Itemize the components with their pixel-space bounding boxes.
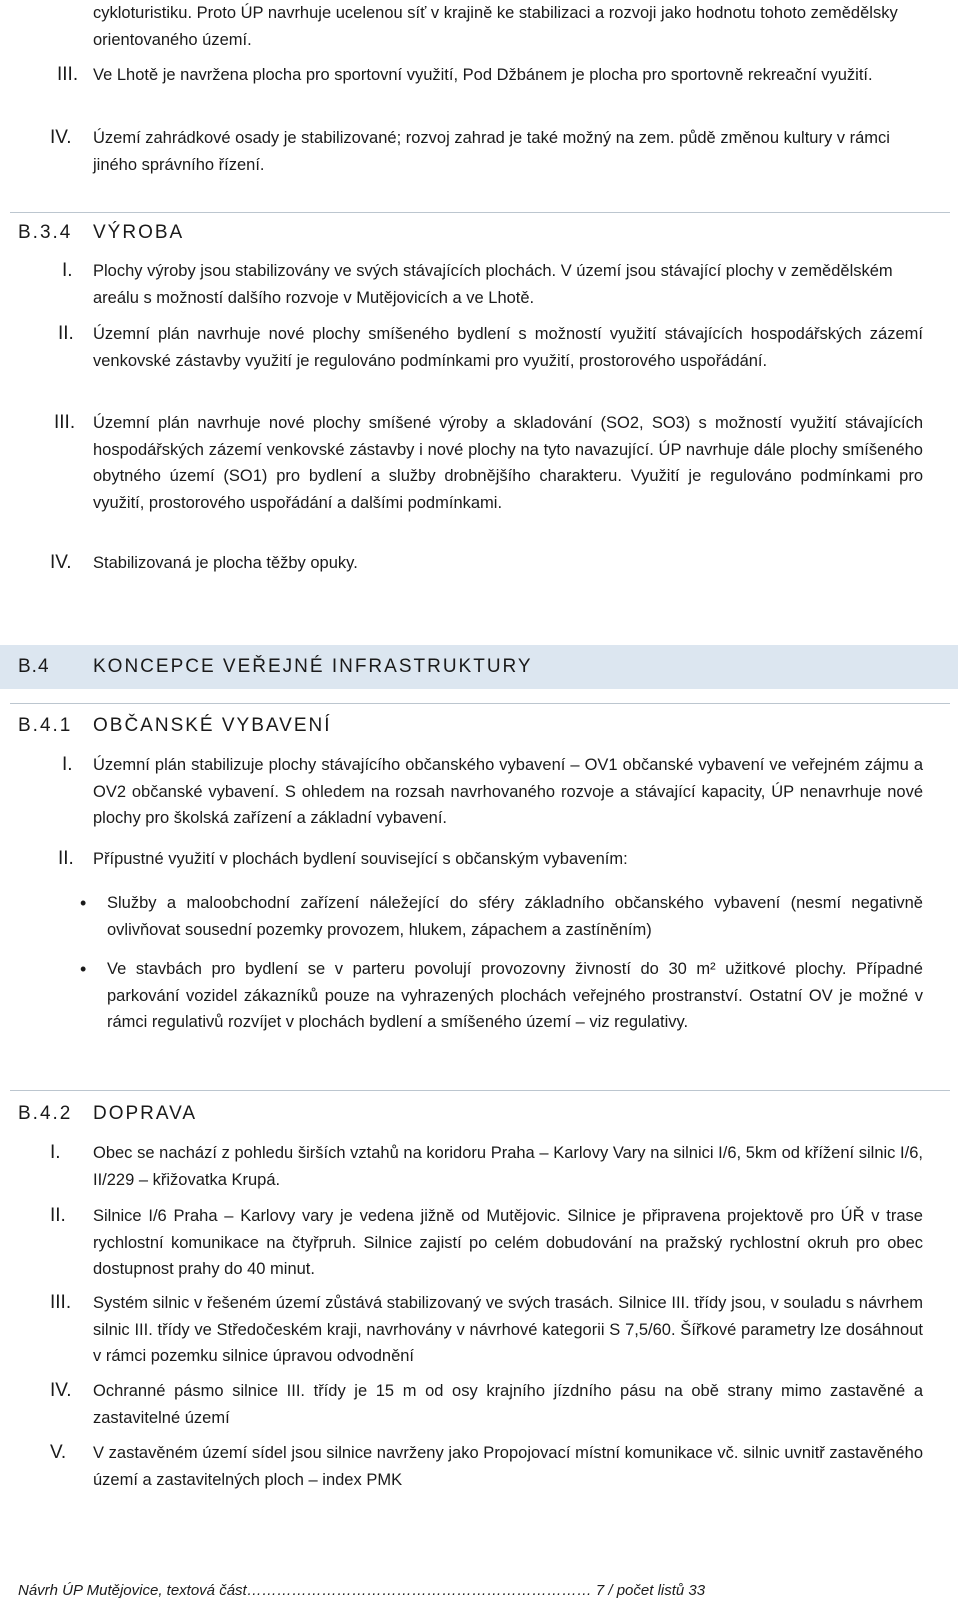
bullet-marker: • bbox=[80, 959, 87, 979]
bullet-marker: • bbox=[80, 893, 87, 913]
item-number: IV. bbox=[50, 127, 72, 148]
item-text: Územní plán navrhuje nové plochy smíšeného bydlení s možností využití stávajících hospodářských zázemí venkovské zástavby využití je regulováno podmínkami pro využití, prostorového uspořádání. bbox=[93, 325, 923, 370]
item-number: III. bbox=[54, 412, 76, 433]
section-number: B.4.1 bbox=[18, 715, 73, 736]
item-number: II. bbox=[58, 848, 74, 869]
item-text: Plochy výroby jsou stabilizovány ve svých stávajících plochách. V území jsou stávající plochy v zemědělském areálu s možností dalšího rozvoje v Mutějovicích a ve Lhotě. bbox=[93, 262, 893, 307]
item-text: Obec se nachází z pohledu širších vztahů na koridoru Praha – Karlovy Vary na silnici I/6, 5km od křížení silnic I/6, II/229 – křižovatka Krupá. bbox=[93, 1144, 923, 1189]
bullet-text: Služby a maloobchodní zařízení náležející do sféry základního občanského vybavení (nesmí negativně ovlivňovat sousední pozemky provozem, hlukem, zápachem a zastíněním) bbox=[107, 894, 923, 939]
item-text: Přípustné využití v plochách bydlení související s občanským vybavením: bbox=[93, 850, 628, 868]
item-number: I. bbox=[62, 754, 73, 775]
section-title: OBČANSKÉ VYBAVENÍ bbox=[93, 715, 332, 736]
item-text: Územní plán stabilizuje plochy stávajícího občanského vybavení – OV1 občanské vybavení ve veřejném zájmu a OV2 občanské vybavení. S ohledem na rozsah navrhovaného rozvoje a stávající kapacity, ÚP nenavrhuje nové plochy pro školská zařízení a základní vybavení. bbox=[93, 756, 923, 827]
item-number: I. bbox=[50, 1142, 61, 1163]
chapter-title: KONCEPCE VEŘEJNÉ INFRASTRUKTURY bbox=[93, 656, 533, 677]
item-text: Ochranné pásmo silnice III. třídy je 15 m od osy krajního jízdního pásu na obě strany mimo zastavěné a zastavitelné území bbox=[93, 1382, 923, 1427]
item-text: Území zahrádkové osady je stabilizované; rozvoj zahrad je také možný na zem. půdě změnou kultury v rámci jiného správního řízení. bbox=[93, 129, 890, 174]
item-text: Stabilizovaná je plocha těžby opuky. bbox=[93, 554, 358, 572]
item-text: Územní plán navrhuje nové plochy smíšené výroby a skladování (SO2, SO3) s možností využití stávajících hospodářských zázemí venkovské zástavby i nové plochy na tyto navazující. ÚP navrhuje dále plochy smíšeného obytného území (SO1) pro bydlení a služby drobnějšího charakteru. Využití je regulováno podmínkami pro využití, prostorového uspořádání a dalšími podmínkami. bbox=[93, 414, 923, 512]
item-number: II. bbox=[50, 1205, 66, 1226]
item-number: V. bbox=[50, 1442, 67, 1463]
section-divider bbox=[10, 703, 950, 704]
section-title: DOPRAVA bbox=[93, 1103, 198, 1124]
item-number: III. bbox=[57, 64, 79, 85]
section-divider bbox=[10, 212, 950, 213]
item-number: III. bbox=[50, 1292, 72, 1313]
item-number: II. bbox=[58, 323, 74, 344]
section-divider bbox=[10, 1090, 950, 1091]
section-number: B.4.2 bbox=[18, 1103, 73, 1124]
item-text: Systém silnic v řešeném území zůstává stabilizovaný ve svých trasách. Silnice III. třídy jsou, v souladu s návrhem silnic III. třídy ve Středočeském kraji, navrhovány v návrhové kategorii S 7,5/60. Šířkové parametry lze dosáhnout v rámci pozemku silnice úpravou odvodnění bbox=[93, 1294, 923, 1365]
section-number: B.3.4 bbox=[18, 222, 73, 243]
item-number: I. bbox=[62, 260, 73, 281]
item-number: IV. bbox=[50, 1380, 72, 1401]
page-footer: Návrh ÚP Mutějovice, textová část…………………………………………………………… 7 / počet listů 33 bbox=[18, 1582, 706, 1599]
bullet-text: Ve stavbách pro bydlení se v parteru povolují provozovny živností do 30 m² užitkové plochy. Případné parkování vozidel zákazníků pouze na vyhrazených plochách veřejného prostranství. Ostatní OV je možné v rámci regulativů rozvíjet v plochách bydlení a smíšeného území – viz regulativy. bbox=[107, 960, 923, 1031]
item-number: IV. bbox=[50, 552, 72, 573]
section-title: VÝROBA bbox=[93, 222, 185, 243]
item-text: V zastavěném území sídel jsou silnice navrženy jako Propojovací místní komunikace vč. silnic uvnitř zastavěného území a zastavitelných ploch – index PMK bbox=[93, 1444, 923, 1489]
item-text: Silnice I/6 Praha – Karlovy vary je vedena jižně od Mutějovic. Silnice je připravena projektově pro ÚŘ v trase rychlostní komunikace na čtyřpruh. Silnice zajistí po celém dobudování na pražský rychlostní okruh pro obec dostupnost prahy do 40 minut. bbox=[93, 1207, 923, 1278]
chapter-number: B.4 bbox=[18, 656, 50, 677]
intro-paragraph: cykloturistiku. Proto ÚP navrhuje ucelenou síť v krajině ke stabilizaci a rozvoji jako hodnotu tohoto zemědělsky orientovaného území. bbox=[93, 4, 898, 49]
item-text: Ve Lhotě je navržena plocha pro sportovní využití, Pod Džbánem je plocha pro sportovně rekreační využití. bbox=[93, 66, 873, 84]
